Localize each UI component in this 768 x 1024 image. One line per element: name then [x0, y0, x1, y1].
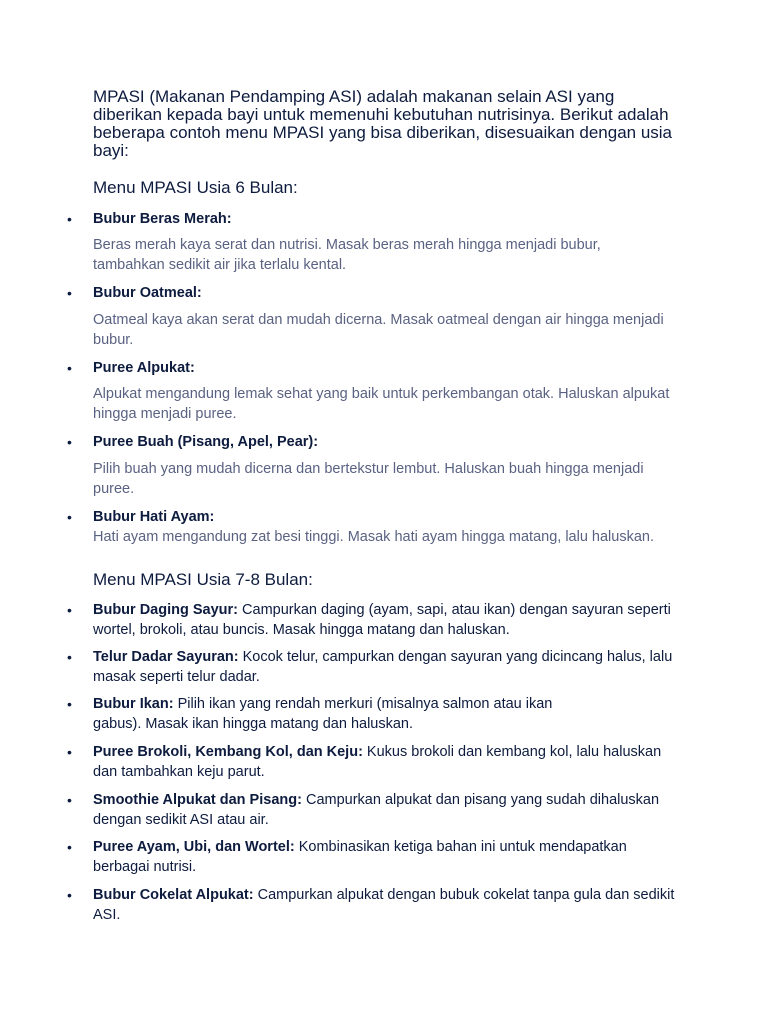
section-heading-7-8-bulan: Menu MPASI Usia 7-8 Bulan: — [93, 570, 313, 589]
bullet-icon: • — [67, 434, 72, 450]
bullet-icon: • — [67, 285, 72, 301]
item-description: Campurkan alpukat dengan bubuk cokelat tanpa gula dan sedikit ASI. — [93, 887, 675, 923]
item-title: Puree Ayam, Ubi, dan Wortel: — [93, 839, 295, 855]
item-text — [93, 790, 675, 830]
item-description: Campurkan alpukat dan pisang yang sudah dihaluskan dengan sedikit ASI atau air. — [93, 792, 660, 828]
item-description: Kukus brokoli dan kembang kol, lalu haluskan dan tambahkan keju parut. — [93, 744, 662, 780]
item-title: Puree Brokoli, Kembang Kol, dan Keju: — [93, 744, 363, 760]
item-title: Bubur Cokelat Alpukat: — [93, 887, 254, 903]
intro-paragraph: MPASI (Makanan Pendamping ASI) adalah makanan selain ASI yang diberikan kepada bayi untuk memenuhi kebutuhan nutrisinya. Berikut adalah beberapa contoh menu MPASI yang bisa diberikan, disesuaikan dengan usia bayi: — [93, 87, 673, 160]
bullet-icon: • — [67, 509, 72, 525]
bullet-icon: • — [67, 696, 72, 712]
item-description: Hati ayam mengandung zat besi tinggi. Masak hati ayam hingga matang, lalu haluskan. — [93, 529, 654, 545]
item-title: Puree Alpukat: — [93, 360, 195, 376]
bullet-icon: • — [67, 211, 72, 227]
item-title: Telur Dadar Sayuran: — [93, 649, 239, 665]
item-description: Oatmeal kaya akan serat dan mudah dicerna. Masak oatmeal dengan air hingga menjadi bubur. — [93, 312, 664, 348]
item-description: Kombinasikan ketiga bahan ini untuk mendapatkan berbagai nutrisi. — [93, 839, 627, 875]
item-description: Pilih buah yang mudah dicerna dan bertekstur lembut. Haluskan buah hingga menjadi puree. — [93, 461, 644, 497]
bullet-icon: • — [67, 744, 72, 760]
bullet-icon: • — [67, 602, 72, 618]
item-description: Alpukat mengandung lemak sehat yang baik untuk perkembangan otak. Haluskan alpukat hingga menjadi puree. — [93, 386, 670, 422]
item-title: Bubur Oatmeal: — [93, 285, 202, 301]
item-title: Bubur Beras Merah: — [93, 211, 232, 227]
bullet-icon: • — [67, 887, 72, 903]
item-title: Puree Buah (Pisang, Apel, Pear): — [93, 434, 319, 450]
item-title: Bubur Daging Sayur: — [93, 602, 239, 618]
item-text — [93, 600, 675, 640]
item-text — [93, 885, 675, 925]
item-title: Smoothie Alpukat dan Pisang: — [93, 792, 302, 808]
item-description: Beras merah kaya serat dan nutrisi. Masak beras merah hingga menjadi bubur, tambahkan sedikit air jika terlalu kental. — [93, 237, 601, 273]
item-text — [93, 647, 675, 687]
bullet-icon: • — [67, 360, 72, 376]
item-description: Pilih ikan yang rendah merkuri (misalnya salmon atau ikan gabus). Masak ikan hingga matang dan haluskan. — [93, 696, 553, 732]
bullet-icon: • — [67, 792, 72, 808]
bullet-icon: • — [67, 839, 72, 855]
item-description: Kocok telur, campurkan dengan sayuran yang dicincang halus, lalu masak seperti telur dadar. — [93, 649, 673, 685]
bullet-icon: • — [67, 649, 72, 665]
item-text — [93, 742, 675, 782]
item-title: Bubur Hati Ayam: — [93, 509, 215, 525]
item-text — [93, 694, 593, 734]
item-text — [93, 837, 675, 877]
item-title: Bubur Ikan: — [93, 696, 174, 712]
item-description: Campurkan daging (ayam, sapi, atau ikan) dengan sayuran seperti wortel, brokoli, atau buncis. Masak hingga matang dan haluskan. — [93, 602, 671, 638]
section-heading-6-bulan: Menu MPASI Usia 6 Bulan: — [93, 178, 298, 197]
